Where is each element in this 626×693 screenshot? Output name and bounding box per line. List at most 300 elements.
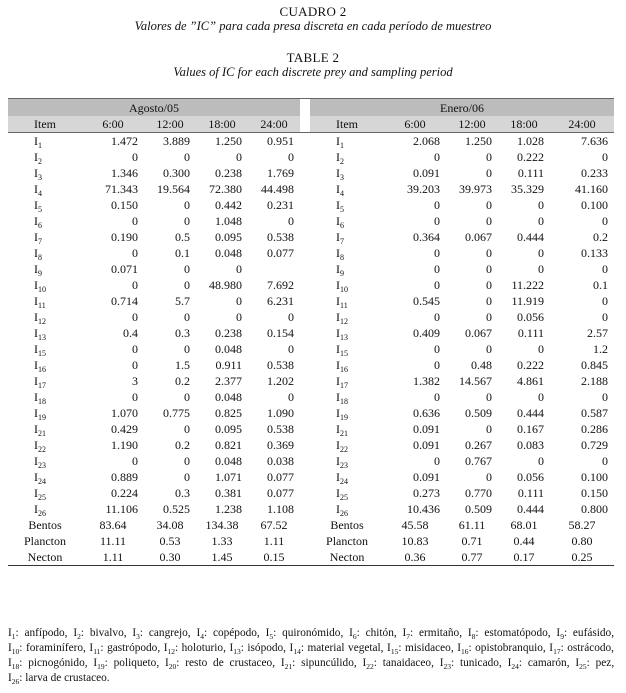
value-cell-enero: 0 — [434, 150, 441, 164]
value-cell-agosto: 0 — [132, 278, 138, 292]
value-cell-agosto: 0 — [288, 310, 295, 324]
value-cell-agosto: 1.472 — [111, 134, 138, 148]
footnote-text: anfípodo — [24, 627, 65, 639]
row-item-enero — [310, 181, 384, 197]
table-row — [8, 293, 614, 309]
table-row — [8, 325, 614, 341]
value-cell-agosto: 0 — [184, 342, 190, 356]
footnote-prefix: I — [439, 657, 444, 669]
value-cell-enero: 14.567 — [459, 374, 493, 388]
footnote-prefix: I — [196, 627, 201, 639]
value-cell-enero: 0 — [434, 342, 441, 356]
item-prefix: I — [34, 166, 38, 180]
summary-label-agosto: Necton — [8, 549, 82, 566]
table-row — [8, 245, 614, 261]
footnote-entry: $I_{17}$: ostrácodo, — [549, 642, 614, 656]
footnote-prefix: I — [507, 657, 512, 669]
footnote-entry: $I_{15}$: misidaceo, — [387, 642, 454, 656]
footnote-entry: $I_{13}$: isópodo, — [229, 642, 286, 656]
item-subscript: 18 — [340, 397, 349, 406]
value-cell-agosto: 1.070 — [111, 406, 138, 420]
value-cell-enero: 0 — [486, 214, 493, 228]
caption-en-title: Values of IC for each discrete prey and sampling period — [173, 65, 453, 79]
value-cell-enero: 0 — [486, 310, 493, 324]
item-prefix: I — [336, 374, 341, 388]
table-row — [8, 229, 614, 245]
value-cell-agosto: 1.071 — [215, 470, 242, 484]
footnote-entry: $I_{21}$: sipuncúlido, — [280, 657, 357, 671]
value-cell-enero: 0 — [486, 422, 493, 436]
column-gap — [300, 277, 310, 293]
value-cell-enero: 41.160 — [575, 182, 609, 196]
value-cell-enero: 0.767 — [465, 454, 493, 468]
item-prefix: I — [34, 310, 38, 324]
table-row — [8, 133, 614, 150]
value-cell-agosto: 0 — [184, 150, 190, 164]
table-row — [8, 469, 614, 485]
footnote-prefix: I — [457, 642, 461, 654]
footnote-prefix: I — [556, 627, 561, 639]
footnote-prefix: I — [549, 642, 554, 654]
footnote-entry: $I_{18}$: picnogónido, — [8, 657, 88, 671]
value-cell-enero: 0.509 — [465, 502, 493, 516]
column-gap — [300, 197, 310, 213]
item-prefix: I — [336, 214, 341, 228]
item-prefix: I — [336, 182, 341, 196]
value-cell-agosto: 1.769 — [267, 166, 295, 180]
summary-value-enero: 0.17 — [498, 549, 550, 566]
column-gap — [300, 469, 310, 485]
item-prefix: I — [336, 486, 341, 500]
value-cell-agosto: 1.250 — [215, 134, 242, 148]
footnote-subscript: 11 — [93, 647, 101, 656]
value-cell-enero: 0.273 — [413, 486, 441, 500]
value-cell-agosto: 0.951 — [267, 134, 295, 148]
value-cell-enero: 11.919 — [511, 294, 545, 308]
value-cell-agosto: 0.190 — [111, 230, 138, 244]
value-cell-enero: 0.509 — [465, 406, 493, 420]
value-cell-agosto: 0 — [184, 390, 190, 404]
value-cell-agosto: 0.1 — [175, 246, 190, 260]
value-cell-enero: 0 — [602, 262, 609, 276]
value-cell-agosto: 0.3 — [175, 486, 190, 500]
value-cell-agosto: 0 — [132, 342, 138, 356]
column-gap — [300, 341, 310, 357]
summary-value-enero: 0.71 — [461, 534, 483, 548]
value-cell-agosto: 1.048 — [215, 214, 242, 228]
item-prefix: I — [336, 342, 341, 356]
item-subscript: 2 — [38, 157, 42, 166]
row-item-enero — [310, 405, 384, 421]
caption-spanish — [0, 4, 626, 34]
value-cell-agosto: 0 — [184, 198, 190, 212]
row-item-agosto — [8, 197, 82, 213]
item-subscript: 2 — [340, 157, 345, 166]
footnote-entry: $I_{10}$: foraminífero, — [8, 642, 86, 656]
column-gap — [300, 389, 310, 405]
row-item-enero — [310, 245, 384, 261]
footnote-legend — [8, 626, 614, 686]
footnote-prefix: I — [402, 627, 407, 639]
value-cell-enero: 0 — [486, 342, 493, 356]
item-subscript: 8 — [38, 253, 42, 262]
value-cell-agosto: 0.538 — [267, 422, 295, 436]
col-header-24-b: 24:00 — [550, 116, 614, 133]
table-row — [8, 149, 614, 165]
item-subscript: 25 — [340, 493, 349, 502]
table-row — [8, 261, 614, 277]
item-subscript: 5 — [38, 205, 42, 214]
footnote-subscript: 9 — [560, 632, 564, 641]
footnote-text: opistobranquio — [475, 642, 543, 654]
value-cell-agosto: 0 — [236, 294, 242, 308]
footnote-entry: $I_6$: chitón, — [349, 627, 397, 641]
value-cell-enero: 0 — [434, 390, 441, 404]
value-cell-agosto: 0 — [132, 150, 138, 164]
item-prefix: I — [34, 294, 38, 308]
value-cell-enero: 0 — [434, 262, 441, 276]
column-gap — [300, 437, 310, 453]
col-header-item-b: Item — [310, 116, 384, 133]
footnote-entry: $I_9$: eufásido, — [556, 627, 615, 641]
item-prefix: I — [336, 134, 341, 148]
value-cell-enero: 0 — [538, 246, 545, 260]
item-subscript: 23 — [340, 461, 349, 470]
footnote-prefix: I — [132, 627, 137, 639]
row-item-enero — [310, 261, 384, 277]
row-item-agosto — [8, 181, 82, 197]
value-cell-enero: 0 — [486, 470, 493, 484]
footnote-text: foraminífero — [25, 642, 84, 654]
column-gap — [300, 501, 310, 517]
item-subscript: 16 — [38, 365, 46, 374]
value-cell-agosto: 0.2 — [175, 374, 190, 388]
item-subscript: 25 — [38, 493, 46, 502]
item-subscript: 26 — [38, 509, 46, 518]
item-subscript: 8 — [340, 253, 345, 262]
summary-value-agosto: 0.30 — [144, 549, 196, 566]
footnote-text: picnogónido — [28, 657, 85, 669]
item-subscript: 4 — [38, 189, 42, 198]
footnote-text: ermitaño — [419, 627, 460, 639]
footnote-prefix: I — [163, 642, 168, 654]
value-cell-enero: 0.409 — [413, 326, 441, 340]
summary-value-agosto: 134.38 — [205, 518, 239, 532]
item-prefix: I — [336, 230, 341, 244]
value-cell-agosto: 0.4 — [123, 326, 138, 340]
value-cell-agosto: 0.077 — [267, 486, 295, 500]
value-cell-agosto: 1.5 — [175, 358, 190, 372]
row-item-enero — [310, 197, 384, 213]
item-subscript: 5 — [340, 205, 345, 214]
value-cell-agosto: 0.429 — [111, 422, 138, 436]
item-subscript: 22 — [340, 445, 349, 454]
value-cell-enero: 0.444 — [517, 230, 545, 244]
table-row — [8, 501, 614, 517]
table-row — [8, 405, 614, 421]
col-header-6-b: 6:00 — [384, 116, 446, 133]
value-cell-agosto: 0.154 — [267, 326, 295, 340]
footnote-prefix: I — [265, 627, 270, 639]
table-row — [8, 357, 614, 373]
table-row — [8, 485, 614, 501]
col-header-12-b: 12:00 — [446, 116, 498, 133]
item-prefix: I — [336, 438, 341, 452]
value-cell-enero: 0.083 — [517, 438, 545, 452]
row-item-agosto — [8, 229, 82, 245]
column-gap — [300, 149, 310, 165]
value-cell-enero: 0 — [486, 390, 493, 404]
item-subscript: 1 — [38, 141, 42, 150]
summary-label-enero: Plancton — [326, 534, 369, 548]
value-cell-enero: 0 — [434, 454, 441, 468]
footnote-entry: $I_{20}$: resto de crustaceo, — [165, 657, 276, 671]
row-item-agosto — [8, 405, 82, 421]
footnote-prefix: I — [280, 657, 285, 669]
value-cell-agosto: 3 — [132, 374, 138, 388]
value-cell-enero: 0.133 — [581, 246, 609, 260]
item-prefix: I — [34, 374, 38, 388]
value-cell-agosto: 44.498 — [261, 182, 295, 196]
footnote-subscript: 26 — [11, 677, 20, 686]
value-cell-agosto: 0 — [132, 246, 138, 260]
value-cell-agosto: 19.564 — [157, 182, 190, 196]
summary-value-agosto: 0.53 — [159, 534, 181, 548]
summary-label-enero: Bentos — [330, 518, 364, 532]
column-gap — [300, 261, 310, 277]
row-item-agosto — [8, 149, 82, 165]
value-cell-agosto: 0 — [132, 454, 138, 468]
item-prefix: I — [336, 246, 341, 260]
value-cell-agosto: 1.238 — [215, 502, 242, 516]
item-subscript: 24 — [340, 477, 349, 486]
item-subscript: 21 — [340, 429, 349, 438]
value-cell-agosto: 0.048 — [215, 342, 242, 356]
col-header-item-a: Item — [8, 116, 82, 133]
summary-row — [8, 533, 614, 549]
value-cell-agosto: 0.300 — [163, 166, 190, 180]
value-cell-agosto: 0 — [236, 262, 242, 276]
item-subscript: 21 — [38, 429, 46, 438]
value-cell-enero: 0.091 — [413, 438, 441, 452]
footnote-subscript: 25 — [579, 662, 587, 671]
value-cell-enero: 0 — [538, 454, 545, 468]
footnote-text: isópodo — [247, 642, 284, 654]
table-row — [8, 373, 614, 389]
summary-value-agosto: 1.11 — [263, 534, 285, 548]
column-gap — [300, 99, 310, 117]
footnote-subscript: 12 — [167, 647, 175, 656]
footnote-subscript: 8 — [471, 632, 476, 641]
row-item-agosto — [8, 213, 82, 229]
value-cell-enero: 0.2 — [593, 230, 609, 244]
table-row — [8, 309, 614, 325]
table-row — [8, 181, 614, 197]
item-subscript: 16 — [340, 365, 349, 374]
footnote-subscript: 13 — [233, 647, 241, 656]
value-cell-enero: 0.067 — [465, 326, 493, 340]
footnote-prefix: I — [575, 657, 580, 669]
value-cell-agosto: 0.077 — [267, 246, 295, 260]
summary-value-agosto: 11.11 — [99, 534, 127, 548]
item-prefix: I — [34, 182, 38, 196]
summary-value-enero: 0.44 — [513, 534, 535, 548]
column-gap — [300, 165, 310, 181]
item-prefix: I — [336, 390, 341, 404]
footnote-text: poliqueto — [113, 657, 157, 669]
value-cell-enero: 0 — [486, 294, 493, 308]
row-item-enero — [310, 485, 384, 501]
item-prefix: I — [336, 262, 341, 276]
value-cell-enero: 0 — [602, 390, 609, 404]
item-prefix: I — [336, 358, 341, 372]
item-prefix: I — [34, 502, 38, 516]
footnote-text: eufásido — [572, 627, 612, 639]
summary-value-enero: 10.83 — [401, 534, 429, 548]
footnote-text: ostrácodo — [567, 642, 612, 654]
footnote-subscript: 4 — [200, 632, 204, 641]
value-cell-enero: 4.861 — [517, 374, 545, 388]
item-subscript: 26 — [340, 509, 349, 518]
caption-english — [0, 50, 626, 80]
summary-value-agosto: 83.64 — [99, 518, 127, 532]
table-row — [8, 453, 614, 469]
value-cell-enero: 2.188 — [581, 374, 609, 388]
column-gap — [300, 373, 310, 389]
col-header-18-a: 18:00 — [196, 116, 248, 133]
summary-value-enero: 0.77 — [446, 549, 498, 566]
value-cell-enero: 0.150 — [581, 486, 609, 500]
footnote-text: copépodo — [212, 627, 257, 639]
column-gap — [300, 181, 310, 197]
value-cell-agosto: 1.090 — [267, 406, 295, 420]
footnote-subscript: 7 — [406, 632, 411, 641]
item-prefix: I — [34, 198, 38, 212]
item-prefix: I — [34, 150, 38, 164]
footnote-entry: $I_5$: quironómido, — [265, 627, 344, 641]
value-cell-enero: 0 — [538, 198, 545, 212]
item-prefix: I — [34, 230, 38, 244]
item-prefix: I — [336, 166, 341, 180]
item-prefix: I — [34, 454, 38, 468]
item-subscript: 6 — [38, 221, 42, 230]
footnote-entry: $I_{19}$: poliqueto, — [93, 657, 160, 671]
column-gap — [300, 453, 310, 469]
column-gap — [300, 421, 310, 437]
footnote-subscript: 10 — [11, 647, 20, 656]
column-gap — [300, 549, 310, 566]
row-item-enero — [310, 293, 384, 309]
value-cell-agosto: 0.525 — [163, 502, 190, 516]
value-cell-agosto: 0.095 — [215, 422, 242, 436]
footnote-prefix: I — [387, 642, 391, 654]
item-prefix: I — [34, 422, 38, 436]
row-item-agosto — [8, 453, 82, 469]
summary-value-enero: 61.11 — [458, 518, 486, 532]
footnote-subscript: 18 — [11, 662, 20, 671]
footnote-entry: $I_{26}$: larva de crustaceo. — [8, 672, 110, 686]
value-cell-agosto: 0 — [236, 150, 242, 164]
row-item-enero — [310, 277, 384, 293]
value-cell-agosto: 0 — [184, 470, 190, 484]
row-item-agosto — [8, 437, 82, 453]
footnote-prefix: I — [89, 642, 94, 654]
value-cell-agosto: 48.980 — [209, 278, 242, 292]
value-cell-enero: 0.111 — [517, 326, 545, 340]
value-cell-enero: 0 — [538, 262, 545, 276]
footnote-entry: $I_7$: ermitaño, — [402, 627, 463, 641]
column-gap — [300, 309, 310, 325]
col-header-18-b: 18:00 — [498, 116, 550, 133]
item-prefix: I — [34, 470, 38, 484]
row-item-enero — [310, 389, 384, 405]
value-cell-enero: 0.729 — [581, 438, 609, 452]
item-subscript: 10 — [340, 285, 349, 294]
item-subscript: 3 — [38, 173, 42, 182]
value-cell-enero: 0 — [486, 278, 493, 292]
column-gap — [300, 325, 310, 341]
value-cell-agosto — [248, 261, 300, 277]
value-cell-agosto: 2.377 — [215, 374, 242, 388]
row-item-agosto — [8, 133, 82, 150]
row-item-agosto — [8, 165, 82, 181]
value-cell-agosto: 6.231 — [267, 294, 295, 308]
item-prefix: I — [34, 406, 38, 420]
item-prefix: I — [34, 262, 38, 276]
footnote-subscript: 17 — [553, 647, 561, 656]
footnote-text: chitón — [365, 627, 394, 639]
value-cell-agosto: 0.095 — [215, 230, 242, 244]
footnote-text: larva de crustaceo — [25, 672, 107, 684]
column-gap — [300, 517, 310, 533]
footnote-entry: $I_{14}$: material vegetal, — [289, 642, 384, 656]
value-cell-agosto: 0.5 — [175, 230, 190, 244]
row-item-enero — [310, 325, 384, 341]
value-cell-agosto: 0.775 — [163, 406, 190, 420]
value-cell-agosto: 1.346 — [111, 166, 138, 180]
item-prefix: I — [34, 326, 38, 340]
summary-value-enero: 45.58 — [401, 518, 429, 532]
row-item-agosto — [8, 373, 82, 389]
value-cell-enero: 0.286 — [581, 422, 609, 436]
value-cell-enero: 0 — [602, 214, 609, 228]
value-cell-agosto: 0.071 — [111, 262, 138, 276]
column-gap — [300, 133, 310, 150]
item-subscript: 23 — [38, 461, 46, 470]
summary-value-agosto: 1.45 — [196, 549, 248, 566]
value-cell-enero: 0 — [434, 278, 441, 292]
row-item-enero — [310, 421, 384, 437]
column-header-row — [8, 116, 614, 133]
value-cell-enero: 1.2 — [593, 342, 609, 356]
row-item-enero — [310, 373, 384, 389]
value-cell-agosto: 0.369 — [267, 438, 295, 452]
value-cell-enero: 39.203 — [407, 182, 441, 196]
footnote-text: estomatópodo — [484, 627, 548, 639]
value-cell-enero: 2.57 — [587, 326, 609, 340]
column-gap — [300, 245, 310, 261]
value-cell-enero: 0.056 — [517, 310, 545, 324]
table-row — [8, 437, 614, 453]
item-prefix: I — [34, 438, 38, 452]
footnote-entry: $I_{16}$: opistobranquio, — [457, 642, 546, 656]
footnote-subscript: 23 — [443, 662, 451, 671]
summary-label-agosto: Bentos — [28, 518, 62, 532]
row-item-agosto — [8, 389, 82, 405]
item-subscript: 1 — [340, 141, 345, 150]
value-cell-enero: 0 — [602, 310, 609, 324]
column-gap — [300, 229, 310, 245]
